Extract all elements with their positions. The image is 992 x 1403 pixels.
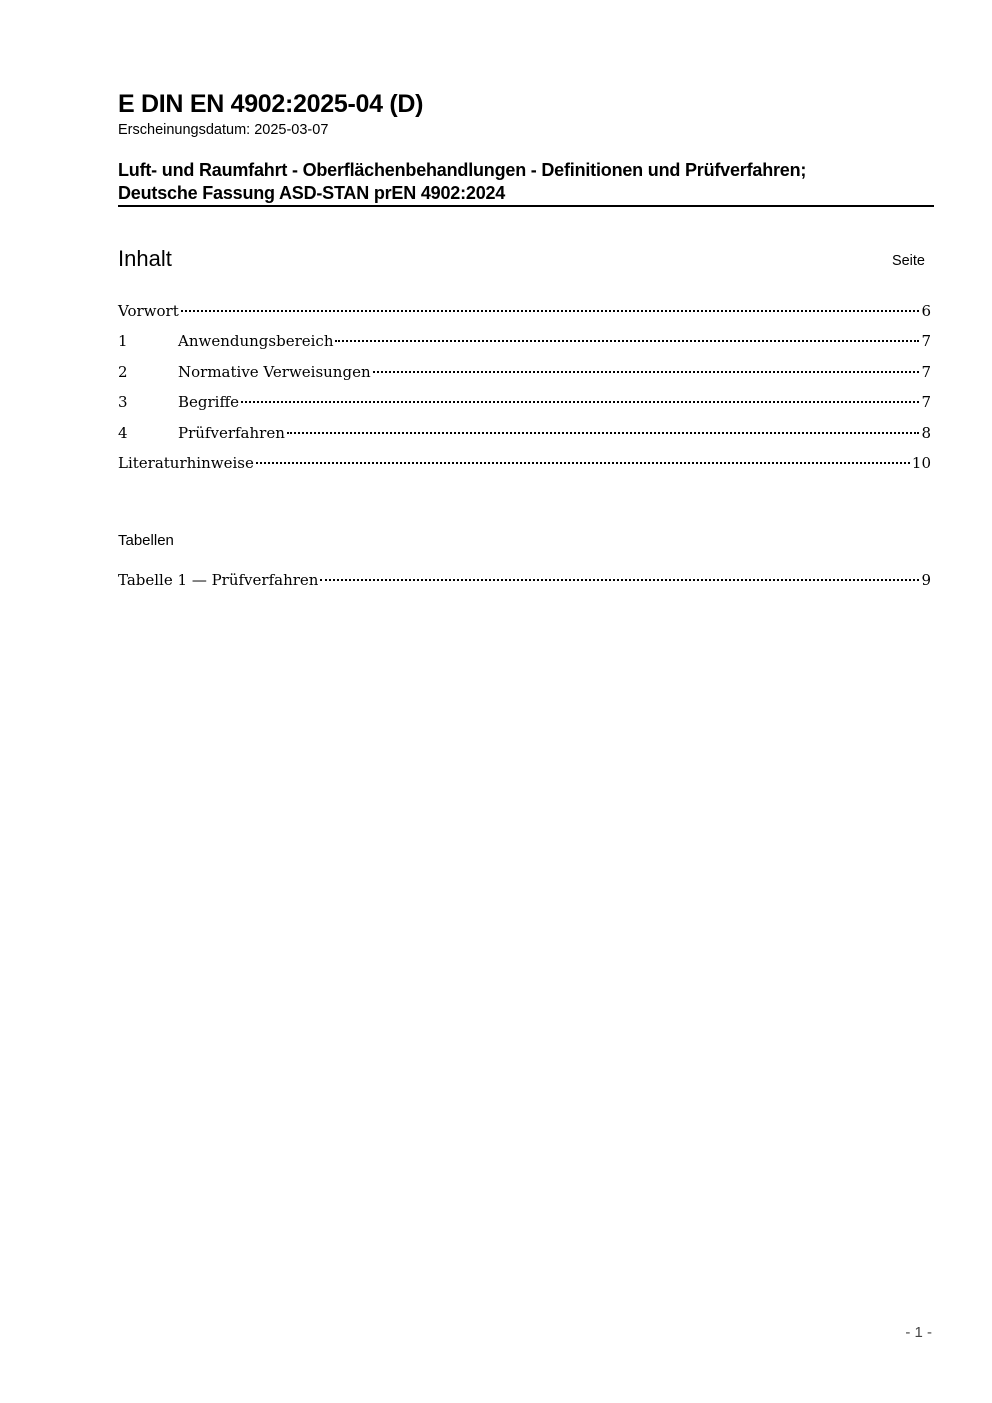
toc-page-column-label: Seite — [891, 253, 925, 269]
toc-leader-dots — [335, 340, 919, 342]
publication-date: Erscheinungsdatum: 2025-03-07 — [118, 122, 329, 138]
toc-entry-text: Anwendungsbereich — [178, 332, 334, 350]
document-title — [118, 159, 934, 205]
toc-entry-page: 9 — [921, 571, 931, 589]
document-id: E DIN EN 4902:2025-04 (D) — [118, 90, 424, 118]
toc-entry-number: 4 — [118, 424, 128, 442]
toc-heading: Inhalt — [118, 246, 172, 271]
toc-leader-dots — [373, 371, 920, 373]
toc-entry-literaturhinweise[interactable] — [118, 454, 931, 476]
toc-entry-page: 6 — [921, 302, 931, 320]
toc-entry-text: Vorwort — [118, 302, 179, 320]
toc-entry-text: Prüfverfahren — [178, 424, 285, 442]
toc-leader-dots — [181, 310, 920, 312]
toc-entry-anwendungsbereich[interactable] — [118, 332, 931, 354]
tables-heading: Tabellen — [118, 532, 174, 549]
toc-entry-page: 7 — [921, 393, 931, 411]
toc-entry-tabelle-1[interactable] — [118, 571, 931, 593]
toc-entry-page: 10 — [911, 454, 931, 472]
toc-leader-dots — [241, 401, 919, 403]
toc-entry-page: 7 — [921, 332, 931, 350]
title-divider — [118, 205, 934, 207]
toc-leader-dots — [320, 579, 919, 581]
toc-entry-text: Literaturhinweise — [118, 454, 254, 472]
document-title-line-2: Deutsche Fassung ASD-STAN prEN 4902:2024 — [118, 183, 506, 203]
toc-entry-normative-verweisungen[interactable] — [118, 363, 931, 385]
toc-entry-number: 3 — [118, 393, 128, 411]
toc-entry-text: Begriffe — [178, 393, 240, 411]
page-number: - 1 - — [905, 1324, 932, 1341]
toc-leader-dots — [256, 462, 910, 464]
toc-entry-page: 7 — [921, 363, 931, 381]
toc-entry-page: 8 — [921, 424, 931, 442]
toc-entry-pruefverfahren[interactable] — [118, 424, 931, 446]
toc-entry-number: 1 — [118, 332, 128, 350]
toc-entry-number: 2 — [118, 363, 128, 381]
toc-leader-dots — [287, 432, 920, 434]
toc-entry-vorwort[interactable] — [118, 302, 931, 324]
toc-entry-text: Tabelle 1 — Prüfverfahren — [118, 571, 319, 589]
toc-entry-begriffe[interactable] — [118, 393, 931, 415]
toc-entry-text: Normative Verweisungen — [178, 363, 371, 381]
document-title-line-1: Luft- und Raumfahrt - Oberflächenbehandlungen - Definitionen und Prüfverfahren; — [118, 160, 807, 180]
